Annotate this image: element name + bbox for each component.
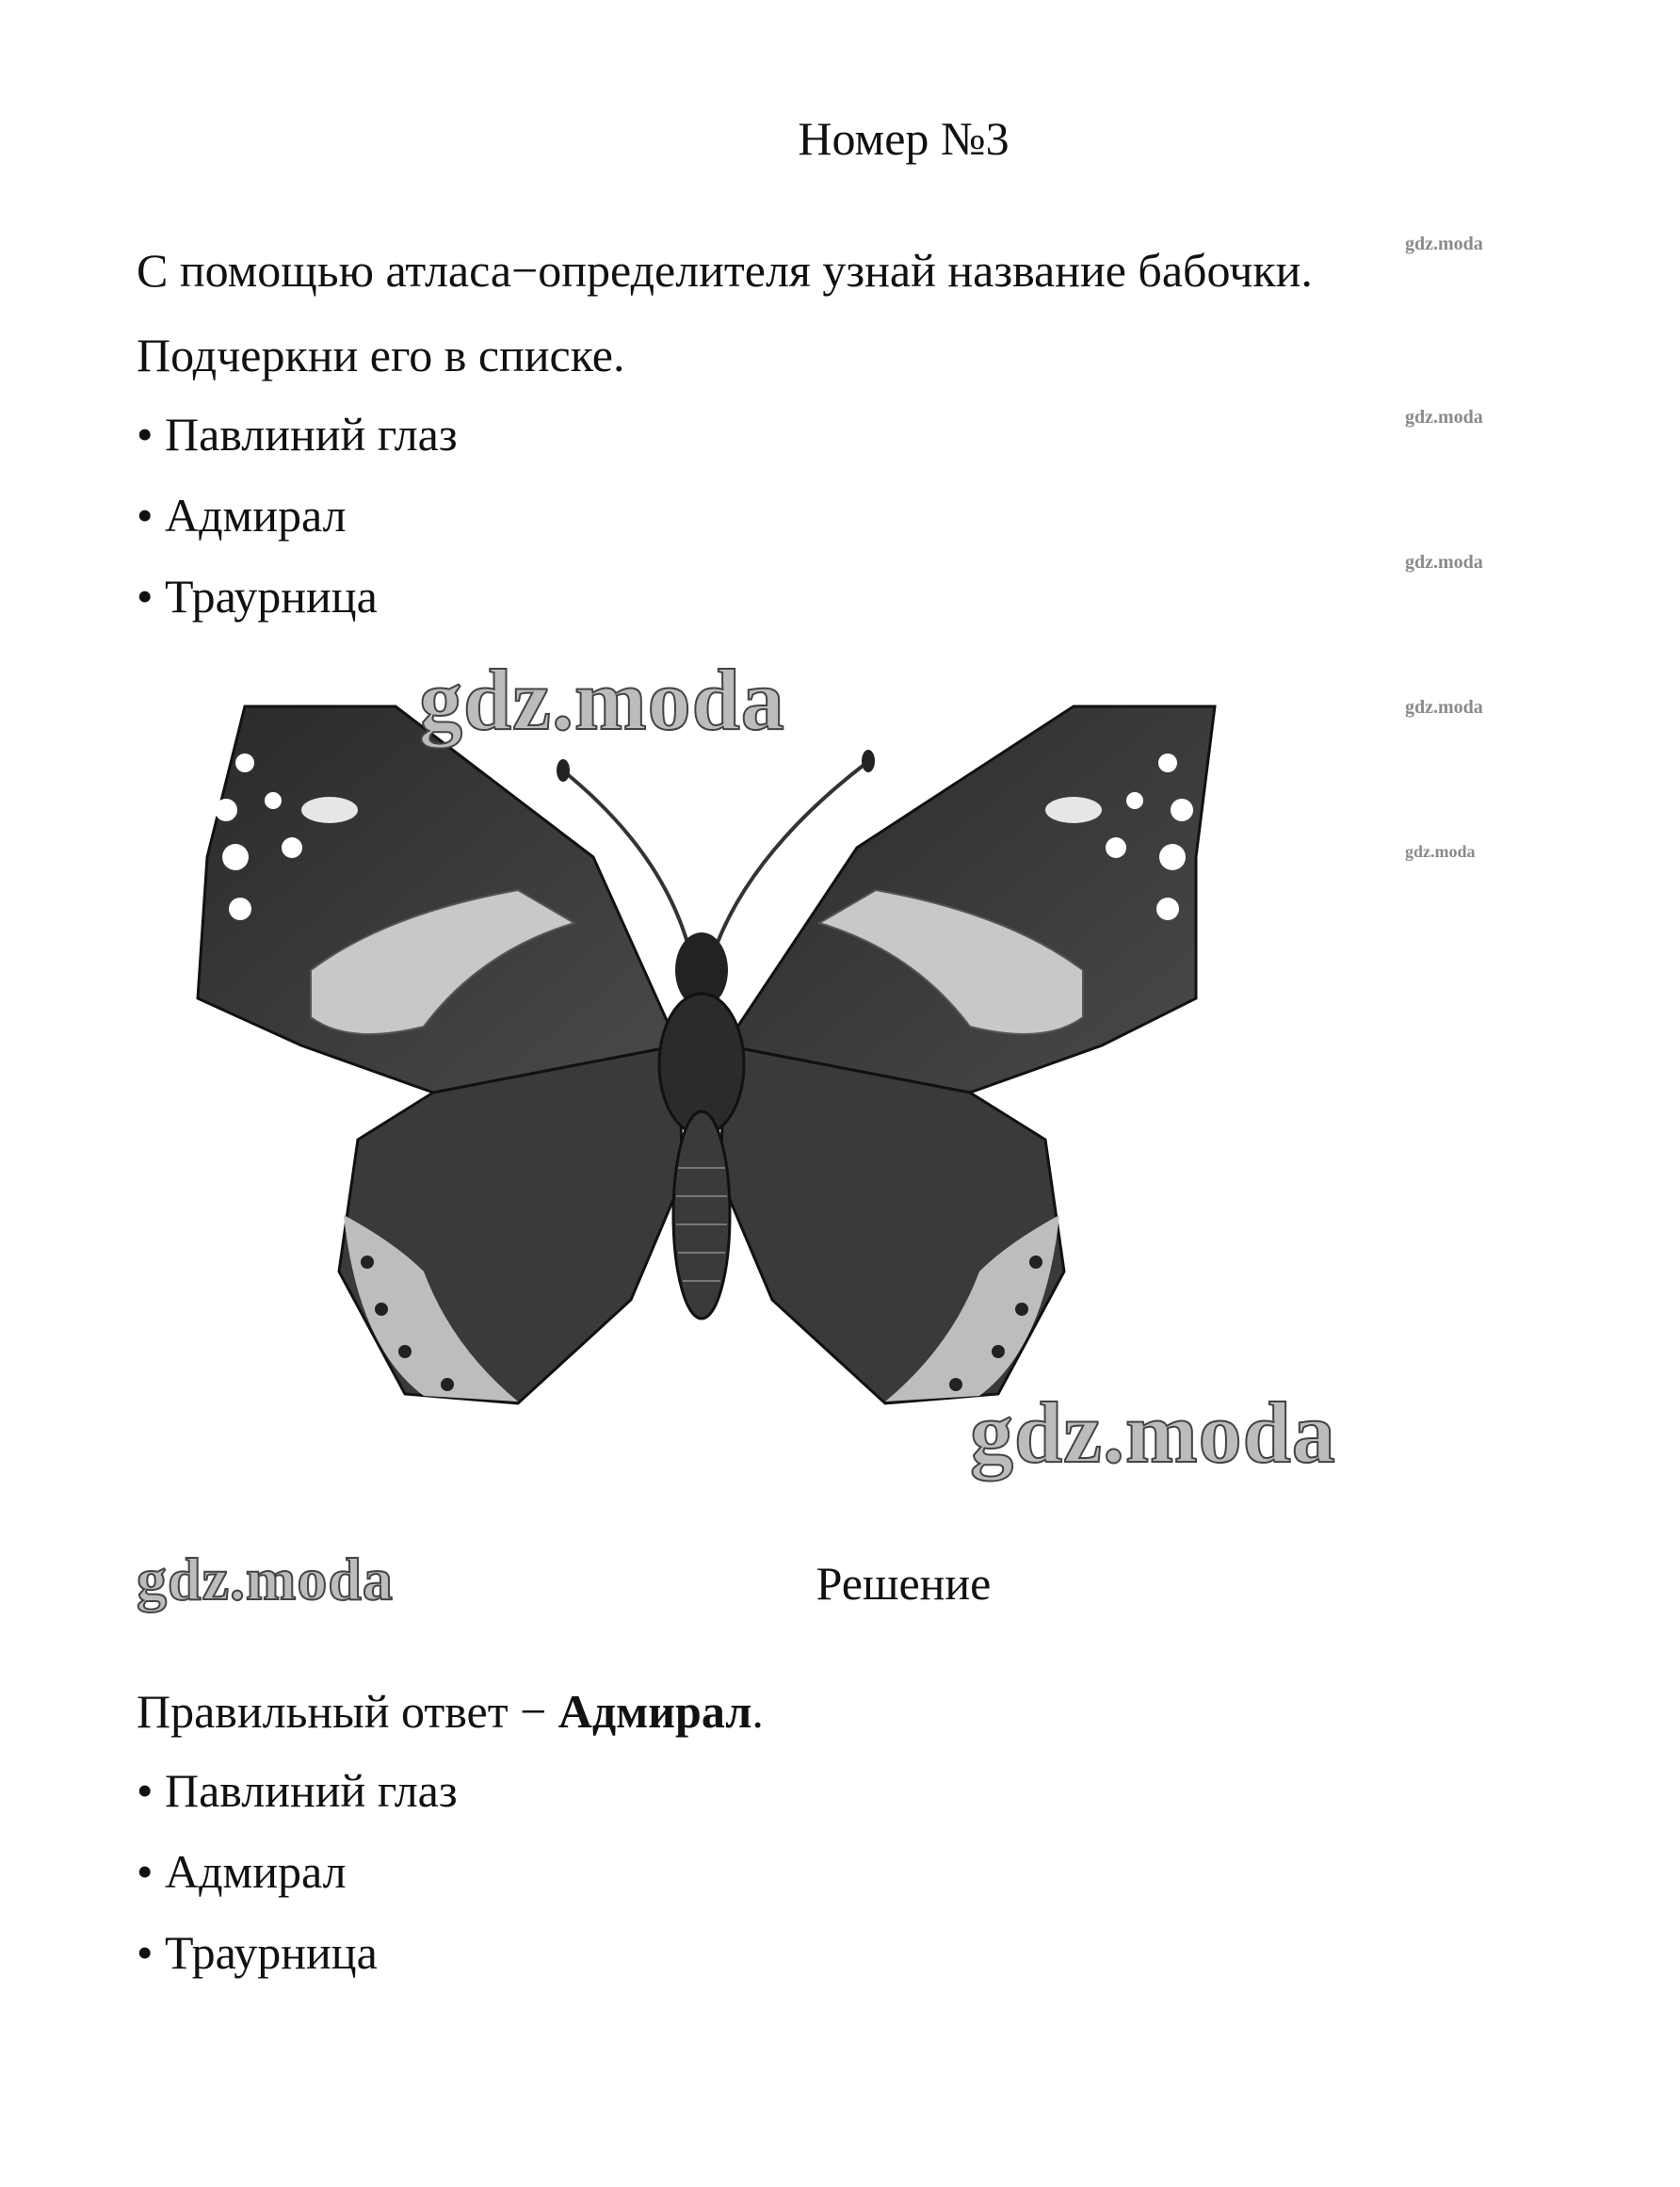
watermark-small: gdz.moda [1405,407,1483,428]
solution-title: Решение [816,1557,992,1610]
watermark-small: gdz.moda [1405,234,1483,254]
watermark-small: gdz.moda [1405,697,1483,718]
answer-suffix: . [751,1685,764,1738]
answer-value: Адмирал [557,1685,752,1738]
watermark-small: gdz.moda [1405,552,1483,573]
page-title: Номер №3 [798,112,1010,165]
task-instruction-line-2: Подчеркни его в списке. [137,329,625,381]
watermark-small: gdz.moda [1405,842,1476,861]
answer-prefix: Правильный ответ − [137,1685,558,1738]
watermark-large: gdz.moda [419,652,785,748]
task-instruction-line-1: С помощью атласа−определителя узнай название бабочки. [137,244,1313,297]
solution-option-3: • Траурница [137,1926,378,1979]
task-option-1: • Павлиний глаз [137,408,458,461]
butterfly-illustration [141,688,1252,1441]
solution-option-1: • Павлиний глаз [137,1764,458,1817]
task-option-3: • Траурница [137,570,378,623]
task-option-2: • Адмирал [137,489,347,542]
watermark-large: gdz.moda [970,1385,1336,1481]
solution-answer-line [137,1684,764,1739]
watermark-large: gdz.moda [137,1546,394,1612]
solution-option-2: • Адмирал [137,1845,347,1898]
